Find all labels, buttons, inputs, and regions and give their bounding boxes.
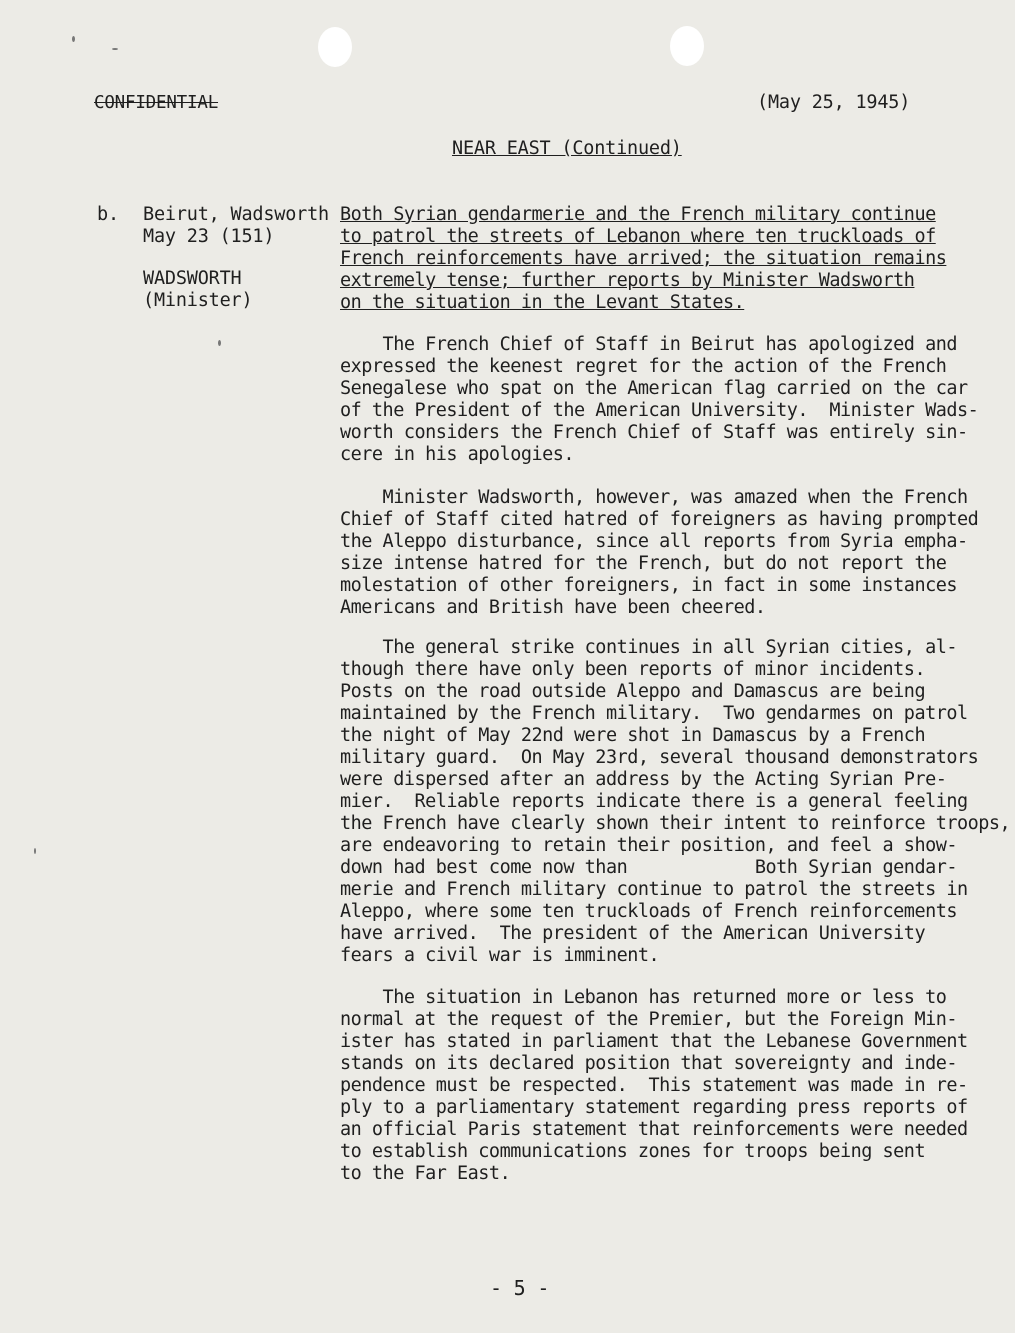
paragraph (340, 487, 990, 619)
source-reference: May 23 (151) (143, 226, 275, 247)
paragraph (340, 334, 990, 466)
text-line: Minister Wadsworth, however, was amazed when the French (340, 487, 968, 508)
text-line: the night of May 22nd were shot in Damascus by a French (340, 725, 926, 746)
text-line: size intense hatred for the French, but do not report the (340, 553, 947, 574)
text-line: extremely tense; further reports by Minister Wadsworth (340, 270, 915, 291)
text-line: pendence must be respected. This statement was made in re- (340, 1075, 968, 1096)
text-line: an official Paris statement that reinforcements were needed (340, 1119, 968, 1140)
text-line: stands on its declared position that sovereignty and inde- (340, 1053, 958, 1074)
text-line: to patrol the streets of Lebanon where ten truckloads of (340, 226, 936, 247)
source-author-title: (Minister) (143, 290, 253, 311)
text-line: military guard. On May 23rd, several thousand demonstrators (340, 747, 979, 768)
text-line: Senegalese who spat on the American flag carried on the car (340, 378, 968, 399)
text-line: are endeavoring to retain their position, and feel a show- (340, 835, 958, 856)
text-line: have arrived. The president of the American University (340, 923, 926, 944)
section-title: NEAR EAST (Continued) (452, 138, 682, 159)
text-line: normal at the request of the Premier, but the Foreign Min- (340, 1009, 958, 1030)
source-location: Beirut, Wadsworth (143, 204, 329, 225)
text-line: on the situation in the Levant States. (340, 292, 745, 313)
item-letter: b. (97, 204, 119, 225)
text-line: The general strike continues in all Syrian cities, al- (340, 637, 958, 658)
text-line: down had best come now than Both Syrian gendar- (340, 857, 958, 878)
paper-speck (34, 848, 36, 854)
text-line: The situation in Lebanon has returned more or less to (340, 987, 947, 1008)
punch-hole (670, 26, 704, 66)
text-line: Americans and British have been cheered. (340, 597, 766, 618)
text-line: expressed the keenest regret for the action of the French (340, 356, 947, 377)
paper-speck (112, 48, 118, 50)
text-line: ister has stated in parliament that the Lebanese Government (340, 1031, 968, 1052)
text-line: Both Syrian gendarmerie and the French military continue (340, 204, 936, 225)
text-line: merie and French military continue to patrol the streets in (340, 879, 968, 900)
paragraph (340, 987, 990, 1185)
paper-speck (218, 340, 221, 346)
text-line: molestation of other foreigners, in fact in some instances (340, 575, 958, 596)
text-line: were dispersed after an address by the Acting Syrian Pre- (340, 769, 947, 790)
text-line: French reinforcements have arrived; the situation remains (340, 248, 947, 269)
document-date: (May 25, 1945) (757, 92, 911, 113)
text-line: The French Chief of Staff in Beirut has apologized and (340, 334, 958, 355)
text-line: fears a civil war is imminent. (340, 945, 660, 966)
text-line: of the President of the American University. Minister Wads- (340, 400, 979, 421)
text-line: mier. Reliable reports indicate there is a general feeling (340, 791, 968, 812)
text-line: worth considers the French Chief of Staff was entirely sin- (340, 422, 968, 443)
text-line: cere in his apologies. (340, 444, 575, 465)
paragraph (340, 637, 1011, 967)
text-line: Posts on the road outside Aleppo and Damascus are being (340, 681, 926, 702)
text-line: to establish communications zones for troops being sent (340, 1141, 926, 1162)
punch-hole (318, 27, 352, 67)
page-number: - 5 - (490, 1276, 550, 1300)
text-line: the French have clearly shown their intent to reinforce troops, (340, 813, 1011, 834)
source-author: WADSWORTH (143, 268, 242, 289)
text-line: though there have only been reports of minor incidents. (340, 659, 926, 680)
text-line: Chief of Staff cited hatred of foreigners as having prompted (340, 509, 979, 530)
text-line: maintained by the French military. Two gendarmes on patrol (340, 703, 968, 724)
item-summary (340, 204, 990, 314)
text-line: to the Far East. (340, 1163, 511, 1184)
text-line: ply to a parliamentary statement regarding press reports of (340, 1097, 968, 1118)
paper-speck (72, 36, 75, 42)
classification-stamp: CONFIDENTIAL (94, 93, 219, 113)
text-line: Aleppo, where some ten truckloads of French reinforcements (340, 901, 958, 922)
text-line: the Aleppo disturbance, since all reports from Syria empha- (340, 531, 968, 552)
